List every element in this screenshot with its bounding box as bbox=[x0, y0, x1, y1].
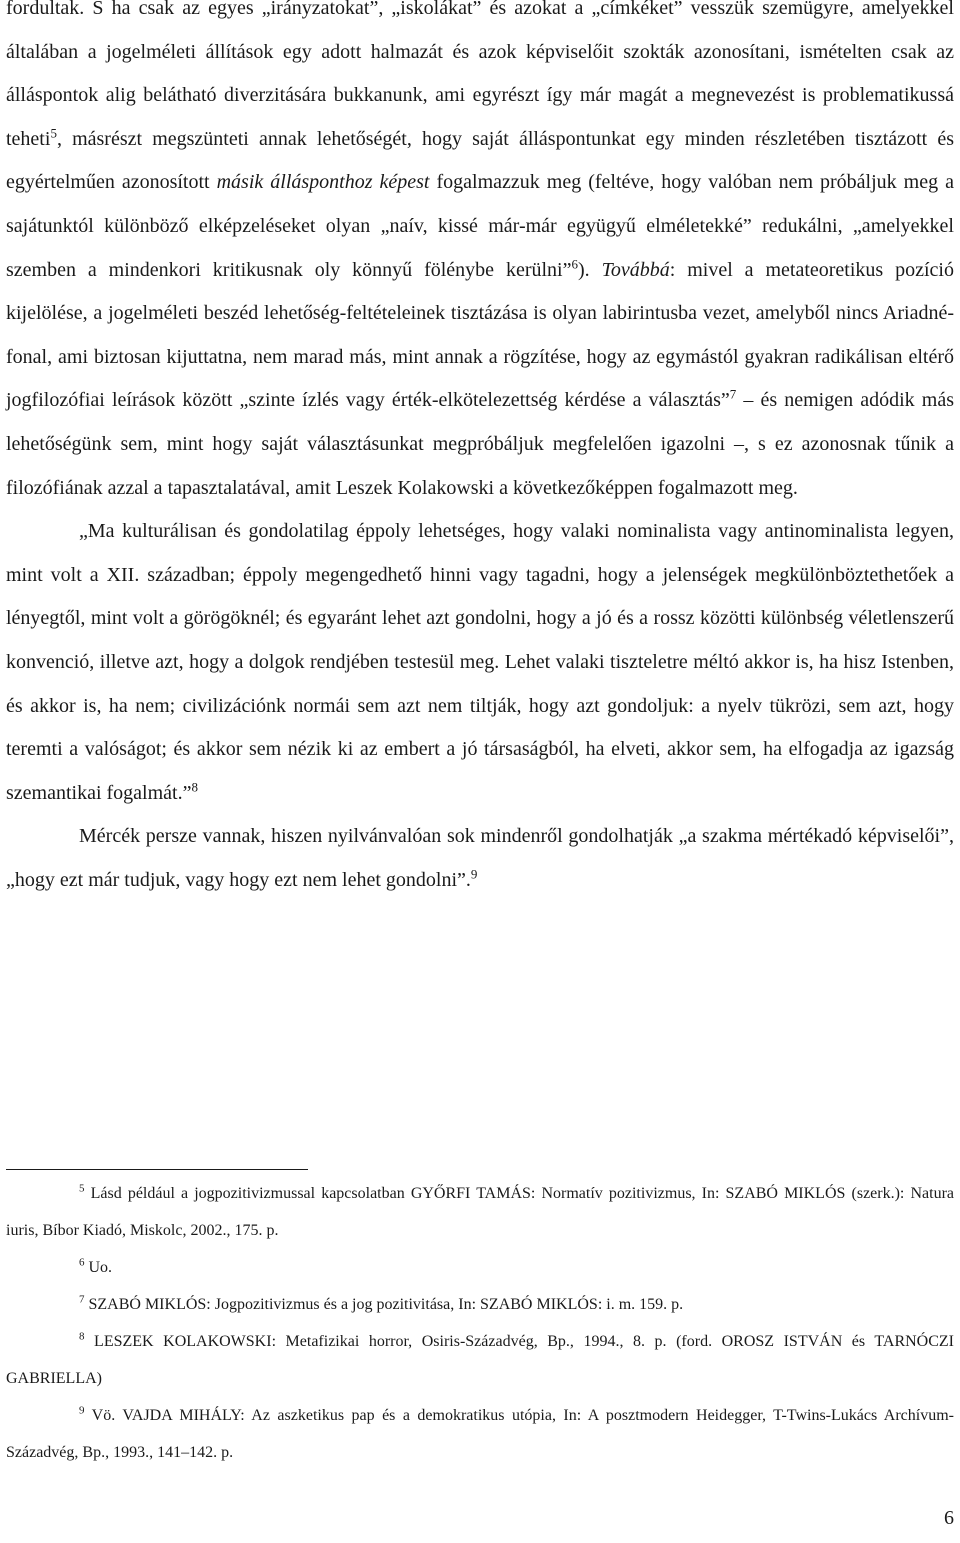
paragraph-quote bbox=[6, 510, 954, 815]
text-run: : mivel a metateoretikus pozíció kijelölése, a jogelméleti beszéd lehetőség-feltételeinek tisztázása is olyan labirintusba vezet, amelyből nincs Ariadné-fonal, ami biztosan kijuttatna, nem marad más, mint annak a rögzítése, hogy az egymástól gyakran radikálisan eltérő jogfilozófiai leírások között „szinte ízlés vagy érték-elkötelezettség kérdése a választás” bbox=[6, 258, 954, 412]
text-run: fogalmazzuk meg (feltéve, hogy valóban nem próbáljuk meg a sajátunktól különböző elképzeléseket olyan „naív, kissé már-már együgyű elméletekké” redukálni, „amelyekkel szemben a mindenkori kritikusnak oly könnyű fölénybe kerülni” bbox=[6, 171, 954, 281]
footnote-9 bbox=[6, 1397, 954, 1471]
footnote-text: SZABÓ MIKLÓS: Jogpozitivizmus és a jog pozitivitása, In: SZABÓ MIKLÓS: i. m. 159. p. bbox=[88, 1296, 684, 1313]
footnote-text: Lásd például a jogpozitivizmussal kapcsolatban GYŐRFI TAMÁS: Normatív pozitivizmus, In: SZABÓ MIKLÓS (szerk.): Natura iuris, Bíbor Kiadó, Miskolc, 2002., 175. p. bbox=[6, 1185, 954, 1239]
text-run: ). bbox=[578, 258, 602, 281]
footnote-number: 6 bbox=[79, 1256, 85, 1269]
emphasis-text: Továbbá bbox=[601, 258, 670, 281]
footnote-ref-6[interactable]: 6 bbox=[571, 255, 578, 271]
text-run: fordultak. S ha csak az egyes „irányzatokat”, „iskolákat” és azokat a „címkéket” vesszük szemügyre, amelyekkel általában a jogelméleti állítások egy adott halmazát és azok képviselőit szokták azonosítani, ismételten csak az álláspontok alig belátható diverzitására bukkanunk, ami egyrészt így már magát a megnevezést is problematikussá teheti bbox=[6, 0, 954, 150]
page-body bbox=[6, 0, 954, 902]
paragraph-closing bbox=[6, 815, 954, 902]
footnote-ref-9[interactable]: 9 bbox=[470, 866, 478, 882]
emphasis-text: másik állásponthoz képest bbox=[216, 171, 430, 194]
text-run: – és nemigen adódik más lehetőségünk sem, mint hogy saját választásunkat megpróbáljuk megfelelően igazolni –, s ez azonosnak tűnik a filozófiának azzal a tapasztalatával, amit Leszek Kolakowski a következőképpen fogalmazott meg. bbox=[6, 389, 954, 499]
footnote-6 bbox=[6, 1249, 954, 1286]
footnote-5 bbox=[6, 1175, 954, 1249]
footnote-number: 9 bbox=[79, 1404, 85, 1417]
footnotes bbox=[6, 1175, 954, 1471]
footnote-7 bbox=[6, 1286, 954, 1323]
footnote-text: Uo. bbox=[88, 1259, 113, 1276]
paragraph-main bbox=[6, 0, 954, 510]
page-number: 6 bbox=[944, 1507, 954, 1529]
text-run: , másrészt megszünteti annak lehetőségét, hogy saját álláspontunkat egy minden részletében tisztázott és egyértelműen azonosított bbox=[6, 127, 954, 194]
footnote-number: 8 bbox=[79, 1330, 85, 1343]
text-run: Mércék persze vannak, hiszen nyilvánvalóan sok mindenről gondolhatják „a szakma mértékadó képviselői”, „hogy ezt már tudjuk, vagy hogy ezt nem lehet gondolni”. bbox=[6, 825, 954, 891]
footnote-ref-8[interactable]: 8 bbox=[191, 779, 198, 795]
footnote-number: 5 bbox=[79, 1182, 85, 1195]
footnote-text: LESZEK KOLAKOWSKI: Metafizikai horror, Osiris-Századvég, Bp., 1994., 8. p. (ford. OROSZ ISTVÁN és TARNÓCZI GABRIELLA) bbox=[6, 1333, 954, 1387]
footnote-8 bbox=[6, 1323, 954, 1397]
footnote-number: 7 bbox=[79, 1293, 85, 1306]
footnote-separator bbox=[6, 1169, 308, 1170]
footnote-ref-7[interactable]: 7 bbox=[729, 386, 737, 402]
quote-text: „Ma kulturálisan és gondolatilag éppoly lehetséges, hogy valaki nominalista vagy antinominalista legyen, mint volt a XII. században; éppoly megengedhető hinni vagy tagadni, hogy a jelenségek megkülönböztethetőek a lényegtől, mint volt a görögöknél; és egyaránt lehet azt gondolni, hogy a jó és a rossz közötti különbség véletlenszerű konvenció, illetve azt, hogy a dolgok rendjében testesül meg. Lehet valaki tiszteletre méltó akkor is, ha hisz Istenben, és akkor is, ha nem; civilizációnk normái sem azt nem tiltják, hogy azt gondoljuk: a nyelv tükrözi, sem azt, hogy teremti a valóságot; és akkor sem nézik ki az embert a jó társaságból, ha elveti, akkor sem, ha elfogadja az igazság szemantikai fogalmát.” bbox=[6, 520, 954, 804]
footnote-text: Vö. VAJDA MIHÁLY: Az aszketikus pap és a demokratikus utópia, In: A posztmodern Heidegger, T-Twins-Lukács Archívum-Századvég, Bp., 1993., 141–142. p. bbox=[6, 1407, 954, 1461]
footnote-ref-5[interactable]: 5 bbox=[50, 125, 57, 141]
